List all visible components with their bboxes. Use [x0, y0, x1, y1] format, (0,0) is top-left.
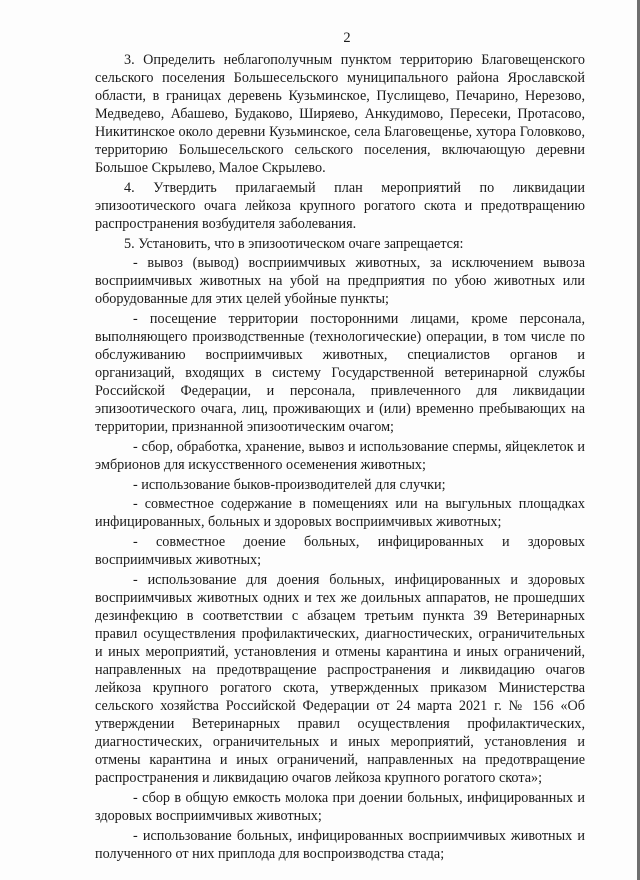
prohibition-item-reproductive-material: - сбор, обработка, хранение, вывоз и использование спермы, яйцеклеток и эмбрионов для искусственного осеменения животных;	[95, 438, 585, 473]
page-number: 2	[343, 30, 351, 46]
prohibition-item-joint-housing: - совместное содержание в помещениях или на выгульных площадках инфицированных, больных и здоровых восприимчивых животных;	[95, 496, 585, 531]
prohibition-item-milking-equipment: - использование для доения больных, инфицированных и здоровых восприимчивых животных одних и тех же доильных аппаратов, не прошедших дезинфекцию в соответствии с абзацем третьим пункта 39 Ветеринарных правил осуществления профилактических, диагностических, ограничительных и иных мероприятий, установления и отмены карантина и иных ограничений, направленных на предотвращение распространения и ликвидацию очагов лейкоза крупного рогатого скота, утвержденных приказом Министерства сельского хозяйства Российской Федерации от 24 марта 2021 г. № 156 «Об утверждении Ветеринарных правил осуществления профилактических, диагностических, ограничительных и иных мероприятий, установления и отмены карантина и иных ограничений, направленных на предотвращение распространения и ликвидацию очагов лейкоза крупного рогатого скота»;	[95, 571, 585, 787]
prohibition-item-bulls: - использование быков-производителей для случки;	[133, 476, 446, 493]
prohibition-item-animal-export: - вывоз (вывод) восприимчивых животных, за исключением вывоза восприимчивых животных на убой на предприятия по убою животных или оборудованные для этих целей убойные пункты;	[95, 255, 585, 308]
document-body	[95, 51, 585, 864]
paragraph-5-prohibitions-intro: 5. Установить, что в эпизоотическом очаге запрещается:	[124, 235, 464, 252]
prohibition-item-breeding-use: - использование больных, инфицированных восприимчивых животных и полученного от них приплода для воспроизводства стада;	[95, 827, 585, 862]
prohibition-item-visitors: - посещение территории посторонними лицами, кроме персонала, выполняющего производственные (технологические) операции, в том числе по обслуживанию восприимчивых животных, специалистов органов и организаций, входящих в систему Государственной ветеринарной службы Российской Федерации, и персонала, привлеченного для ликвидации эпизоотического очага, лиц, проживающих и (или) временно пребывающих на территории, признанной эпизоотическим очагом;	[95, 311, 585, 436]
paragraph-3-define-affected-area: 3. Определить неблагополучным пунктом территорию Благовещенского сельского поселения Большесельского муниципального района Ярославской области, в границах деревень Кузьминское, Пуслищево, Печарино, Нерезово, Медведево, Абашево, Будаково, Ширяево, Анкудимово, Пересеки, Протасово, Никитинское около деревни Кузьминское, села Благовещенье, хутора Головково, территорию Большесельского сельского поселения, включающую деревни Большое Скрылево, Малое Скрылево.	[95, 52, 585, 177]
prohibition-item-milk-collection: - сбор в общую емкость молока при доении больных, инфицированных и здоровых восприимчивых животных;	[95, 789, 585, 824]
prohibition-item-joint-milking: - совместное доение больных, инфицированных и здоровых восприимчивых животных;	[95, 533, 585, 569]
paragraph-4-approve-plan: 4. Утвердить прилагаемый план мероприятий по ликвидации эпизоотического очага лейкоза крупного рогатого скота и предотвращению распространения возбудителя заболевания.	[95, 179, 585, 233]
